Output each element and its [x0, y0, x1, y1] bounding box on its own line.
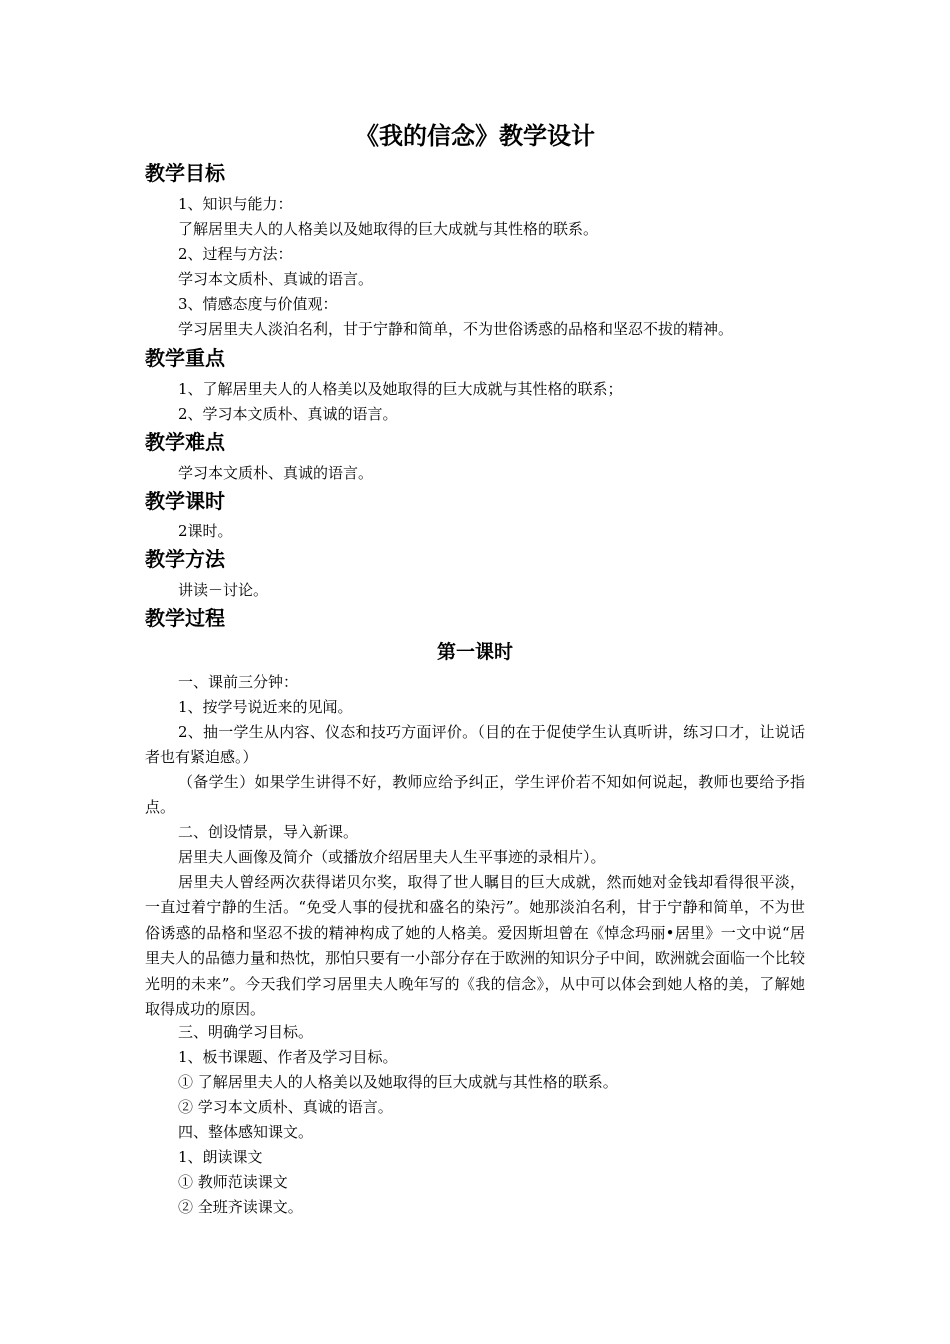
heading-methods: 教学方法 [145, 547, 225, 571]
objectives-line: 3、情感态度与价值观： [178, 295, 338, 313]
difficulty-line: 学习本文质朴、真诚的语言。 [178, 464, 374, 482]
lesson-line: 居里夫人画像及简介（或播放介绍居里夫人生平事迹的录相片）。 [178, 848, 606, 866]
heading-key-points: 教学重点 [145, 346, 225, 370]
lesson-line: ② 学习本文质朴、真诚的语言。 [178, 1098, 393, 1116]
heading-objectives: 教学目标 [145, 161, 225, 185]
document-title: 《我的信念》教学设计 [355, 122, 595, 150]
hours-line: 2课时。 [178, 522, 233, 540]
key-point-line: 2、学习本文质朴、真诚的语言。 [178, 405, 398, 423]
lesson-paragraph: （备学生）如果学生讲得不好，教师应给予纠正，学生评价若不知如何说起，教师也要给予指点。 [145, 773, 805, 817]
lesson-line: 二、创设情景，导入新课。 [178, 823, 359, 841]
lesson-paragraph: 居里夫人曾经两次获得诺贝尔奖，取得了世人瞩目的巨大成就，然而她对金钱却看得很平淡，一直过着宁静的生活。“免受人事的侵扰和盛名的染污”。她那淡泊名利，甘于宁静和简单，不为世俗诱惑的品格和坚忍不拔的精神构成了她的人格美。爱因斯坦曾在《悼念玛丽•居里》一文中说“居里夫人的品德力量和热忱，那怕只要有一小部分存在于欧洲的知识分子中间，欧洲就会面临一个比较光明的未来”。今天我们学习居里夫人晚年写的《我的信念》，从中可以体会到她人格的美，了解她取得成功的原因。 [145, 873, 806, 1019]
lesson-line: 四、整体感知课文。 [178, 1123, 314, 1141]
lesson1-title: 第一课时 [436, 641, 513, 663]
heading-difficulties: 教学难点 [145, 430, 225, 454]
lesson-line: 1、按学号说近来的见闻。 [178, 698, 353, 716]
objectives-line: 2、过程与方法： [178, 245, 293, 263]
key-point-line: 1、了解居里夫人的人格美以及她取得的巨大成就与其性格的联系； [178, 380, 623, 398]
heading-hours: 教学课时 [145, 489, 225, 513]
lesson-line: 三、明确学习目标。 [178, 1023, 314, 1041]
lesson-paragraph: 2、抽一学生从内容、仪态和技巧方面评价。（目的在于促使学生认真听讲，练习口才，让说话者也有紧迫感。） [145, 723, 805, 767]
objectives-line: 学习居里夫人淡泊名利，甘于宁静和简单，不为世俗诱惑的品格和坚忍不拔的精神。 [178, 320, 734, 338]
methods-line: 讲读－讨论。 [178, 581, 269, 599]
lesson-line: ① 了解居里夫人的人格美以及她取得的巨大成就与其性格的联系。 [178, 1073, 618, 1091]
lesson-line: ② 全班齐读课文。 [178, 1198, 303, 1216]
objectives-line: 学习本文质朴、真诚的语言。 [178, 270, 374, 288]
heading-process: 教学过程 [145, 606, 225, 630]
objectives-line: 了解居里夫人的人格美以及她取得的巨大成就与其性格的联系。 [178, 220, 599, 238]
lesson-line: 1、朗读课文 [178, 1148, 263, 1166]
objectives-line: 1、知识与能力： [178, 195, 293, 213]
lesson-line: 1、板书课题、作者及学习目标。 [178, 1048, 398, 1066]
lesson-line: ① 教师范读课文 [178, 1173, 288, 1191]
lesson-line: 一、课前三分钟： [178, 673, 299, 691]
